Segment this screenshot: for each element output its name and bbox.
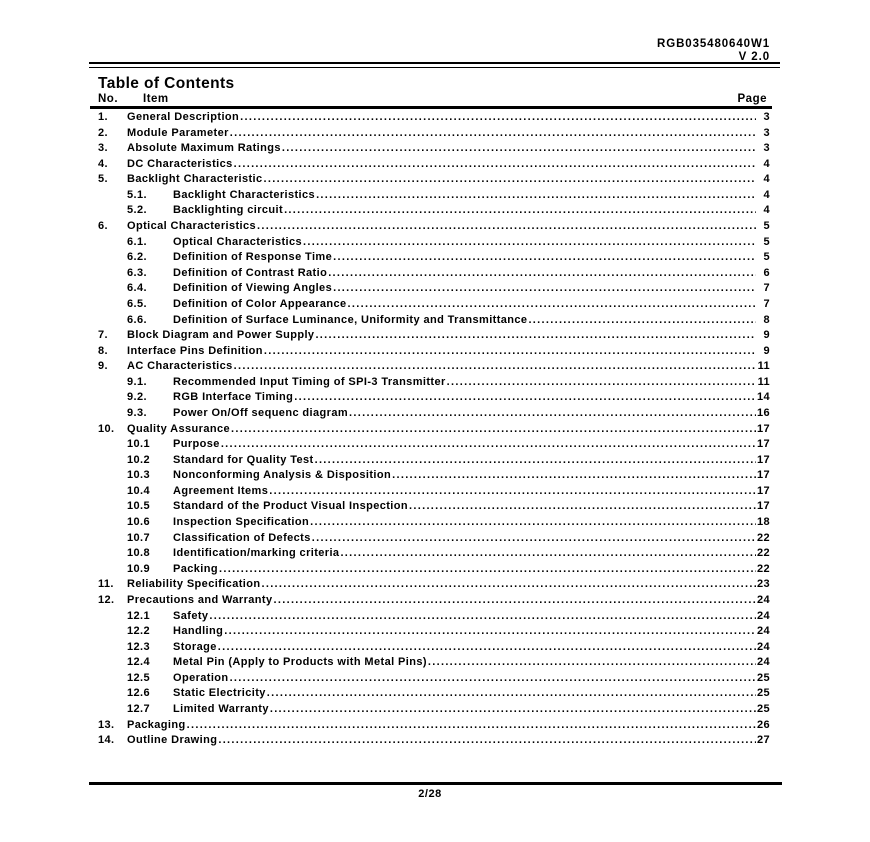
toc-entry-label: Storage <box>173 640 217 653</box>
toc-entry-number: 6.3. <box>127 266 147 279</box>
toc-entry-number: 5. <box>98 173 108 186</box>
dot-leader <box>294 391 756 403</box>
toc-row <box>88 641 772 657</box>
toc-row <box>88 563 772 579</box>
toc-entry-label: Backlighting circuit <box>173 204 284 217</box>
toc-entry-label: Standard for Quality Test <box>173 453 314 466</box>
toc-entry-number: 2. <box>98 126 108 139</box>
toc-row <box>88 376 772 392</box>
toc-column-header <box>88 93 772 107</box>
toc-row <box>88 500 772 516</box>
toc-entry-label: Module Parameter <box>127 126 229 139</box>
dot-leader <box>409 500 756 512</box>
toc-row <box>88 267 772 283</box>
toc-row <box>88 189 772 205</box>
dot-leader <box>315 329 756 341</box>
toc-entry-number: 9.1. <box>127 375 147 388</box>
toc-row <box>88 454 772 470</box>
toc-entry-page: 24 <box>756 656 770 669</box>
toc-entry-number: 10.5 <box>127 500 151 513</box>
page-title: Table of Contents <box>98 75 235 92</box>
toc-row <box>88 345 772 361</box>
toc-row <box>88 594 772 610</box>
toc-entry-number: 10.1 <box>127 438 151 451</box>
toc-entry-page: 26 <box>756 718 770 731</box>
toc-entry-page: 4 <box>763 157 770 170</box>
dot-leader <box>528 314 756 326</box>
toc-entry-page: 22 <box>756 531 770 544</box>
toc-entry-label: Classification of Defects <box>173 531 311 544</box>
dot-leader <box>219 563 756 575</box>
toc-row <box>88 625 772 641</box>
dot-leader <box>267 687 756 699</box>
toc-entry-number: 10. <box>98 422 115 435</box>
toc-entry-number: 10.7 <box>127 531 151 544</box>
toc-entry-page: 17 <box>756 500 770 513</box>
toc-row <box>88 158 772 174</box>
footer-rule <box>89 782 782 785</box>
toc-row <box>88 485 772 501</box>
toc-entry-number: 6.6. <box>127 313 147 326</box>
toc-entry-number: 3. <box>98 142 108 155</box>
toc-entry-page: 14 <box>756 391 770 404</box>
toc-entry-page: 17 <box>756 453 770 466</box>
toc-entry-page: 9 <box>763 344 770 357</box>
toc-entry-label: Purpose <box>173 438 220 451</box>
toc-row <box>88 329 772 345</box>
dot-leader <box>274 594 756 606</box>
toc-entry-label: Power On/Off sequenc diagram <box>173 406 349 419</box>
dot-leader <box>303 236 756 248</box>
toc-entry-number: 5.1. <box>127 188 147 201</box>
toc-row <box>88 438 772 454</box>
dot-leader <box>284 204 756 216</box>
toc-entry-page: 27 <box>756 734 770 747</box>
toc-entry-label: Handling <box>173 625 224 638</box>
column-header-item: Item <box>143 93 169 105</box>
dot-leader <box>224 625 756 637</box>
toc-entry-number: 9.2. <box>127 391 147 404</box>
toc-entry-page: 7 <box>763 297 770 310</box>
dot-leader <box>328 267 756 279</box>
toc-entry-label: Absolute Maximum Ratings <box>127 142 281 155</box>
dot-leader <box>231 423 756 435</box>
dot-leader <box>234 360 756 372</box>
toc-entry-number: 14. <box>98 734 115 747</box>
toc-entry-number: 9.3. <box>127 406 147 419</box>
toc-entry-label: Identification/marking criteria <box>173 547 340 560</box>
toc-entry-label: Definition of Response Time <box>173 251 333 264</box>
toc-entry-number: 6.5. <box>127 297 147 310</box>
toc-entry-label: RGB Interface Timing <box>173 391 294 404</box>
toc-entry-number: 12.4 <box>127 656 151 669</box>
dot-leader <box>240 111 756 123</box>
toc-entry-page: 17 <box>756 422 770 435</box>
toc-entry-page: 6 <box>763 266 770 279</box>
dot-leader <box>269 485 756 497</box>
toc-entry-number: 10.4 <box>127 484 151 497</box>
toc-entry-label: Static Electricity <box>173 687 266 700</box>
toc-entry-number: 12.3 <box>127 640 151 653</box>
toc-row <box>88 298 772 314</box>
dot-leader <box>234 158 756 170</box>
toc-entry-page: 24 <box>756 609 770 622</box>
toc-entry-page: 8 <box>763 313 770 326</box>
toc-row <box>88 719 772 735</box>
toc-entry-page: 5 <box>763 235 770 248</box>
toc-entry-number: 5.2. <box>127 204 147 217</box>
toc-row <box>88 469 772 485</box>
dot-leader <box>257 220 756 232</box>
toc-entry-page: 25 <box>756 687 770 700</box>
toc-entry-page: 25 <box>756 671 770 684</box>
dot-leader <box>333 282 756 294</box>
toc-entry-label: Backlight Characteristic <box>127 173 263 186</box>
dot-leader <box>264 345 756 357</box>
toc-entry-number: 1. <box>98 111 108 123</box>
dot-leader <box>282 142 756 154</box>
dot-leader <box>230 672 756 684</box>
toc-row <box>88 360 772 376</box>
dot-leader <box>230 127 756 139</box>
column-header-rule <box>90 106 772 109</box>
dot-leader <box>447 376 756 388</box>
dot-leader <box>270 703 756 715</box>
toc-entry-number: 12.5 <box>127 671 151 684</box>
toc-entry-number: 10.6 <box>127 516 151 529</box>
toc-entry-number: 7. <box>98 329 108 342</box>
toc-entry-label: Optical Characteristics <box>173 235 303 248</box>
toc-row <box>88 407 772 423</box>
toc-entry-page: 7 <box>763 282 770 295</box>
toc-row <box>88 220 772 236</box>
toc-entry-number: 6.1. <box>127 235 147 248</box>
toc-entry-page: 4 <box>763 204 770 217</box>
toc-row <box>88 734 772 750</box>
toc-entry-page: 23 <box>756 578 770 591</box>
dot-leader <box>218 641 756 653</box>
dot-leader <box>187 719 756 731</box>
toc-row <box>88 610 772 626</box>
toc-entry-label: Definition of Viewing Angles <box>173 282 333 295</box>
toc-entry-label: Operation <box>173 671 229 684</box>
toc-entry-page: 11 <box>757 375 770 388</box>
column-header-no: No. <box>98 93 119 105</box>
toc-entry-label: Packing <box>173 562 218 575</box>
toc-list <box>88 111 772 750</box>
toc-entry-label: Reliability Specification <box>127 578 261 591</box>
toc-row <box>88 687 772 703</box>
toc-entry-page: 24 <box>756 593 770 606</box>
dot-leader <box>340 547 756 559</box>
toc-entry-page: 24 <box>756 625 770 638</box>
toc-row <box>88 391 772 407</box>
toc-entry-page: 24 <box>756 640 770 653</box>
toc-entry-number: 12. <box>98 593 115 606</box>
dot-leader <box>315 454 756 466</box>
toc-entry-page: 3 <box>763 142 770 155</box>
toc-entry-page: 17 <box>756 469 770 482</box>
toc-entry-label: Outline Drawing <box>127 734 218 747</box>
toc-entry-label: Nonconforming Analysis & Disposition <box>173 469 392 482</box>
toc-entry-number: 6. <box>98 220 108 233</box>
toc-entry-page: 9 <box>763 329 770 342</box>
toc-row <box>88 656 772 672</box>
toc-entry-number: 10.3 <box>127 469 151 482</box>
toc-entry-number: 12.2 <box>127 625 151 638</box>
toc-entry-page: 25 <box>756 702 770 715</box>
toc-row <box>88 423 772 439</box>
toc-entry-page: 22 <box>756 547 770 560</box>
toc-entry-number: 12.1 <box>127 609 151 622</box>
dot-leader <box>218 734 756 746</box>
toc-entry-number: 12.6 <box>127 687 151 700</box>
toc-row <box>88 532 772 548</box>
dot-leader <box>209 610 756 622</box>
toc-entry-label: Safety <box>173 609 209 622</box>
toc-entry-label: Quality Assurance <box>127 422 230 435</box>
toc-entry-number: 8. <box>98 344 108 357</box>
toc-entry-number: 13. <box>98 718 115 731</box>
toc-entry-page: 22 <box>756 562 770 575</box>
dot-leader <box>312 532 756 544</box>
footer-page-indicator: 2/28 <box>418 788 442 800</box>
toc-row <box>88 251 772 267</box>
toc-row <box>88 236 772 252</box>
toc-row <box>88 578 772 594</box>
toc-entry-page: 4 <box>763 188 770 201</box>
toc-entry-label: Inspection Specification <box>173 516 310 529</box>
toc-entry-label: Definition of Contrast Ratio <box>173 266 328 279</box>
toc-entry-page: 18 <box>756 516 770 529</box>
toc-entry-label: Packaging <box>127 718 186 731</box>
dot-leader <box>349 407 756 419</box>
dot-leader <box>392 469 756 481</box>
toc-entry-label: Backlight Characteristics <box>173 188 316 201</box>
toc-row <box>88 314 772 330</box>
toc-entry-page: 3 <box>763 111 770 123</box>
toc-row <box>88 204 772 220</box>
column-header-page: Page <box>737 93 767 105</box>
toc-entry-label: Definition of Surface Luminance, Uniformity and Transmittance <box>173 313 528 326</box>
toc-entry-number: 6.2. <box>127 251 147 264</box>
dot-leader <box>221 438 756 450</box>
toc-entry-page: 4 <box>763 173 770 186</box>
dot-leader <box>264 173 756 185</box>
dot-leader <box>310 516 756 528</box>
dot-leader <box>333 251 756 263</box>
toc-entry-label: Recommended Input Timing of SPI-3 Transmitter <box>173 375 446 388</box>
toc-entry-label: DC Characteristics <box>127 157 233 170</box>
toc-entry-page: 17 <box>756 484 770 497</box>
toc-entry-number: 10.2 <box>127 453 151 466</box>
doc-header <box>657 38 770 63</box>
toc-row <box>88 703 772 719</box>
toc-entry-number: 4. <box>98 157 108 170</box>
dot-leader <box>428 656 756 668</box>
toc-entry-label: Block Diagram and Power Supply <box>127 329 315 342</box>
toc-entry-page: 17 <box>756 438 770 451</box>
toc-entry-number: 12.7 <box>127 702 151 715</box>
toc-entry-label: Definition of Color Appearance <box>173 297 347 310</box>
toc-entry-label: Optical Characteristics <box>127 220 257 233</box>
dot-leader <box>348 298 756 310</box>
toc-entry-label: Precautions and Warranty <box>127 593 273 606</box>
toc-entry-label: Limited Warranty <box>173 702 269 715</box>
toc-entry-number: 9. <box>98 360 108 373</box>
toc-entry-number: 6.4. <box>127 282 147 295</box>
doc-version: V 2.0 <box>738 50 770 63</box>
toc-entry-label: Interface Pins Definition <box>127 344 263 357</box>
toc-row <box>88 127 772 143</box>
toc-entry-page: 11 <box>757 360 770 373</box>
toc-entry-label: Standard of the Product Visual Inspection <box>173 500 409 513</box>
toc-entry-label: General Description <box>127 111 240 123</box>
toc-entry-label: AC Characteristics <box>127 360 233 373</box>
toc-row <box>88 142 772 158</box>
toc-entry-number: 11. <box>98 578 114 591</box>
toc-entry-page: 5 <box>763 251 770 264</box>
toc-row <box>88 282 772 298</box>
toc-row <box>88 547 772 563</box>
toc-entry-page: 5 <box>763 220 770 233</box>
toc-entry-page: 16 <box>756 406 770 419</box>
toc-entry-label: Agreement Items <box>173 484 269 497</box>
toc-entry-label: Metal Pin (Apply to Products with Metal Pins) <box>173 656 427 669</box>
toc-row <box>88 111 772 127</box>
toc-row <box>88 173 772 189</box>
toc-entry-number: 10.9 <box>127 562 151 575</box>
dot-leader <box>261 578 755 590</box>
toc-entry-number: 10.8 <box>127 547 151 560</box>
toc-row <box>88 672 772 688</box>
toc-entry-page: 3 <box>763 126 770 139</box>
header-double-rule <box>89 62 780 68</box>
doc-part-number: RGB035480640W1 <box>657 38 770 50</box>
toc-row <box>88 516 772 532</box>
dot-leader <box>316 189 756 201</box>
